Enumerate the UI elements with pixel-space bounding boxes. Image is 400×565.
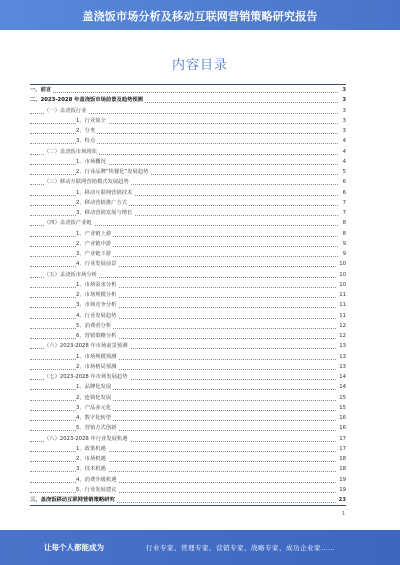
- toc-entry[interactable]: [30, 239, 346, 249]
- toc-entry-label: 1、市场需求分析: [76, 280, 118, 290]
- toc-rows: [30, 85, 346, 505]
- toc-entry-label: （七）2023-2028 年市场发展趋势: [44, 372, 130, 382]
- toc-entry-page: 12: [337, 321, 346, 331]
- toc-entry-page: 11: [337, 300, 346, 310]
- toc-entry[interactable]: [30, 475, 346, 485]
- footer-slogan: 让每个人都能成为: [44, 543, 104, 552]
- toc-entry-label: 6、营销策略分析: [76, 331, 118, 341]
- toc-entry[interactable]: [30, 341, 346, 351]
- toc-entry[interactable]: [30, 198, 346, 208]
- toc-entry-label: 4、行业发展前景: [76, 259, 118, 269]
- toc-entry-page: 3: [341, 126, 346, 136]
- toc-entry[interactable]: [30, 147, 346, 157]
- toc-entry[interactable]: [30, 136, 346, 146]
- page-footer: [0, 530, 400, 565]
- toc-entry-page: 14: [337, 382, 346, 392]
- toc-entry-page: 13: [337, 352, 346, 362]
- toc-entry-label: （八）2023-2028 年行业发展机遇: [44, 434, 130, 444]
- toc-entry-page: 23: [337, 495, 346, 505]
- toc-entry[interactable]: [30, 352, 346, 362]
- toc-entry[interactable]: [30, 444, 346, 454]
- toc-entry[interactable]: [30, 106, 346, 116]
- toc-entry[interactable]: [30, 382, 346, 392]
- toc-entry-page: 15: [337, 403, 346, 413]
- toc-entry-page: 4: [341, 136, 346, 146]
- toc-entry[interactable]: [30, 495, 346, 505]
- toc-entry-page: 13: [337, 341, 346, 351]
- toc-entry-label: （四）盖浇饭产业链: [44, 218, 94, 228]
- toc-entry-label: 3、移动营销发展与增长: [76, 208, 134, 218]
- toc-entry-page: 18: [337, 454, 346, 464]
- toc-entry-label: 4、行业发展趋势: [76, 311, 118, 321]
- toc-entry-page: 13: [337, 362, 346, 372]
- toc-entry-label: 2、市场格局预测: [76, 362, 118, 372]
- toc-entry-label: （一）盖浇饭行业: [44, 106, 88, 116]
- toc-entry[interactable]: [30, 126, 346, 136]
- toc-bottom-rule: [30, 505, 346, 506]
- toc-entry-page: 9: [341, 239, 346, 249]
- toc-entry[interactable]: [30, 485, 346, 495]
- toc-entry[interactable]: [30, 290, 346, 300]
- toc-entry[interactable]: [30, 249, 346, 259]
- toc-entry[interactable]: [30, 208, 346, 218]
- toc-entry-page: 6: [341, 188, 346, 198]
- toc-entry-page: 8: [341, 229, 346, 239]
- toc-entry-page: 15: [337, 393, 346, 403]
- toc-entry-page: 8: [341, 218, 346, 228]
- toc-entry-label: 1、移动互联网营销技术: [76, 188, 134, 198]
- toc-entry[interactable]: [30, 423, 346, 433]
- toc-entry-label: （五）盖浇饭市场分析: [44, 270, 99, 280]
- toc-entry-page: 18: [337, 464, 346, 474]
- toc-entry[interactable]: [30, 464, 346, 474]
- toc-entry-page: 3: [340, 95, 346, 105]
- toc-entry[interactable]: [30, 259, 346, 269]
- toc-entry[interactable]: [30, 413, 346, 423]
- toc-entry[interactable]: [30, 362, 346, 372]
- toc-entry-label: （三）移动互联网营销模式发展趋势: [44, 177, 131, 187]
- toc-entry-page: 11: [337, 311, 346, 321]
- toc-entry-page: 19: [337, 485, 346, 495]
- toc-entry[interactable]: [30, 331, 346, 341]
- toc-entry-page: 14: [337, 372, 346, 382]
- toc-entry-page: 19: [337, 475, 346, 485]
- toc-entry-page: 3: [341, 106, 346, 116]
- toc-entry-label: 2、产业链中游: [76, 239, 113, 249]
- footer-tagline: 行业专家、管理专家、营销专家、战略专家、成功企业家……: [146, 544, 335, 552]
- toc-entry-label: 2、行业品牌“快餐化”发展趋势: [76, 167, 150, 177]
- toc-entry[interactable]: [30, 270, 346, 280]
- toc-entry-label: 4、消费升级机遇: [76, 475, 118, 485]
- toc-entry[interactable]: [30, 177, 346, 187]
- toc-entry[interactable]: [30, 311, 346, 321]
- toc-entry-page: 17: [337, 434, 346, 444]
- toc-entry[interactable]: [30, 454, 346, 464]
- toc-entry[interactable]: [30, 372, 346, 382]
- toc-heading: 内容目录: [171, 58, 228, 73]
- toc-entry-label: （六）2023-2028 年市场前景预测: [44, 341, 130, 351]
- toc-entry-label: 1、政策机遇: [76, 444, 108, 454]
- toc-entry[interactable]: [30, 85, 346, 95]
- page-number: 1: [342, 511, 346, 517]
- page-header: [0, 0, 400, 30]
- toc-entry-page: 7: [341, 208, 346, 218]
- report-title: 盖浇饭市场分析及移动互联网营销策略研究报告: [82, 10, 318, 23]
- toc-entry[interactable]: [30, 434, 346, 444]
- toc-entry-label: 5、行业发展建议: [76, 485, 118, 495]
- toc-entry-label: 二、2023-2028 年盖浇饭市场前景及趋势预测: [30, 95, 145, 105]
- toc-entry[interactable]: [30, 393, 346, 403]
- toc-entry-label: 2、连锁化发展: [76, 393, 113, 403]
- toc-entry-page: 3: [341, 116, 346, 126]
- toc-entry-label: 3、产业链下游: [76, 249, 113, 259]
- toc-entry-label: 1、品牌化发展: [76, 382, 113, 392]
- toc-entry[interactable]: [30, 116, 346, 126]
- toc-entry-label: 3、市场竞争分析: [76, 300, 118, 310]
- toc-entry-label: （二）盖浇饭市场现状: [44, 147, 99, 157]
- toc-entry-page: 10: [337, 280, 346, 290]
- toc-entry-page: 17: [337, 444, 346, 454]
- toc-entry-label: 1、产业链上游: [76, 229, 113, 239]
- toc-entry-label: 2、移动营销推广方式: [76, 198, 129, 208]
- toc-entry-label: 2、市场机遇: [76, 454, 108, 464]
- toc-entry[interactable]: [30, 321, 346, 331]
- toc-entry-page: 12: [337, 331, 346, 341]
- toc-entry[interactable]: [30, 300, 346, 310]
- table-of-contents: [30, 84, 346, 506]
- toc-entry[interactable]: [30, 229, 346, 239]
- toc-entry-label: 1、行业简介: [76, 116, 108, 126]
- toc-entry[interactable]: [30, 218, 346, 228]
- toc-entry-page: 4: [341, 157, 346, 167]
- toc-entry-label: 1、市场规模预测: [76, 352, 118, 362]
- toc-entry-label: 5、营销方式创新: [76, 423, 118, 433]
- toc-entry-label: 3、产品多元化: [76, 403, 113, 413]
- toc-entry[interactable]: [30, 403, 346, 413]
- toc-entry-page: 7: [341, 198, 346, 208]
- toc-entry-label: 3、技术机遇: [76, 464, 108, 474]
- toc-entry-label: 2、市场规模分析: [76, 290, 118, 300]
- toc-entry[interactable]: [30, 95, 346, 105]
- toc-entry-label: 5、消费者分析: [76, 321, 113, 331]
- toc-entry-page: 9: [341, 249, 346, 259]
- toc-entry[interactable]: [30, 280, 346, 290]
- toc-entry-page: 4: [341, 147, 346, 157]
- toc-entry-page: 3: [340, 85, 346, 95]
- toc-entry-page: 16: [337, 413, 346, 423]
- toc-entry-label: 一、前言: [30, 85, 53, 95]
- toc-entry-page: 10: [337, 259, 346, 269]
- toc-entry[interactable]: [30, 188, 346, 198]
- toc-entry-page: 5: [341, 167, 346, 177]
- toc-entry-page: 16: [337, 423, 346, 433]
- toc-entry-label: 2、分类: [76, 126, 97, 136]
- toc-entry[interactable]: [30, 157, 346, 167]
- toc-entry-label: 1、市场概况: [76, 157, 108, 167]
- toc-entry[interactable]: [30, 167, 346, 177]
- toc-entry-label: 4、数字化转型: [76, 413, 113, 423]
- toc-entry-page: 10: [337, 270, 346, 280]
- toc-entry-page: 11: [337, 290, 346, 300]
- toc-leader-dots: [30, 85, 338, 93]
- toc-entry-label: 3、特点: [76, 136, 97, 146]
- toc-entry-page: 6: [341, 177, 346, 187]
- toc-entry-label: 三、盖浇饭移动互联网营销策略研究: [30, 495, 117, 505]
